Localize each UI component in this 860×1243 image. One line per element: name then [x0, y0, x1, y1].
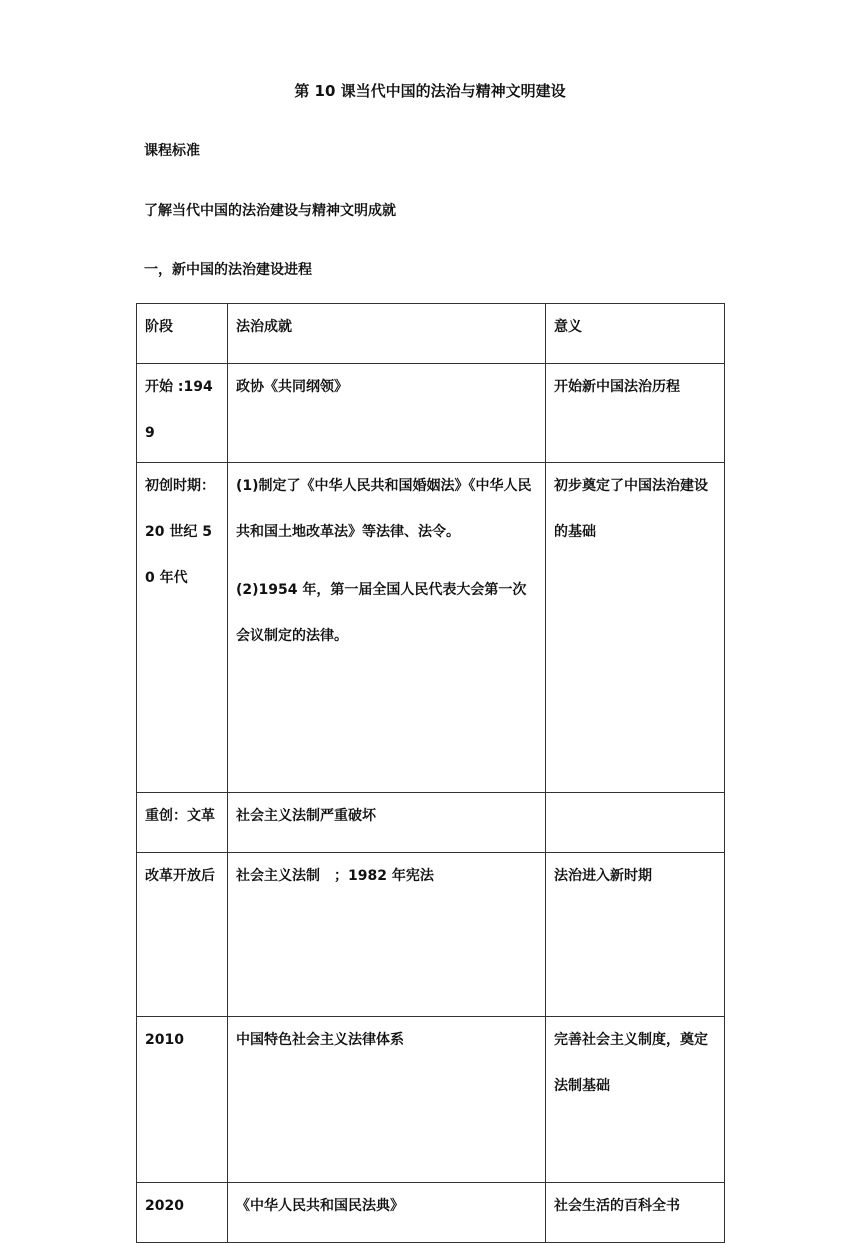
cell-stage: 2010: [137, 1017, 228, 1183]
cell-significance: [546, 793, 725, 853]
table-row: [137, 1017, 725, 1183]
table-row: [137, 793, 725, 853]
cell-achievement: 《中华人民共和国民法典》: [228, 1183, 546, 1243]
cell-achievement: [228, 463, 546, 793]
cell-significance: 完善社会主义制度，奠定法制基础: [546, 1017, 725, 1183]
course-standard-text: 了解当代中国的法治建设与精神文明成就: [144, 203, 396, 219]
cell-significance: 初步奠定了中国法治建设的基础: [546, 463, 725, 793]
cell-significance: 法治进入新时期: [546, 853, 725, 1017]
table-row: [137, 853, 725, 1017]
table-row: [137, 463, 725, 793]
achievement-item: (2)1954 年，第一届全国人民代表大会第一次会议制定的法律。: [236, 582, 527, 644]
section-heading: 一，新中国的法治建设进程: [144, 262, 312, 278]
header-significance: 意义: [546, 304, 725, 364]
cell-achievement: 社会主义法制严重破坏: [228, 793, 546, 853]
cell-significance: 开始新中国法治历程: [546, 364, 725, 463]
achievement-item: (1)制定了《中华人民共和国婚姻法》《中华人民共和国土地改革法》等法律、法令。: [236, 478, 532, 540]
header-stage: 阶段: [137, 304, 228, 364]
page-title: 第 10 课当代中国的法治与精神文明建设: [294, 82, 566, 100]
course-standard-heading: 课程标准: [144, 143, 200, 159]
table-row: [137, 364, 725, 463]
cell-achievement: 中国特色社会主义法律体系: [228, 1017, 546, 1183]
cell-achievement: 政协《共同纲领》: [228, 364, 546, 463]
cell-achievement: 社会主义法制 ；1982 年宪法: [228, 853, 546, 1017]
cell-significance: 社会生活的百科全书: [546, 1183, 725, 1243]
cell-stage: 2020: [137, 1183, 228, 1243]
table-row: [137, 1183, 725, 1243]
cell-stage: 改革开放后: [137, 853, 228, 1017]
cell-stage: 开始 :1949: [137, 364, 228, 463]
cell-stage: 初创时期：20 世纪 50 年代: [137, 463, 228, 793]
law-progress-table: [136, 303, 725, 1243]
table-header-row: [137, 304, 725, 364]
cell-stage: 重创：文革: [137, 793, 228, 853]
header-achievement: 法治成就: [228, 304, 546, 364]
